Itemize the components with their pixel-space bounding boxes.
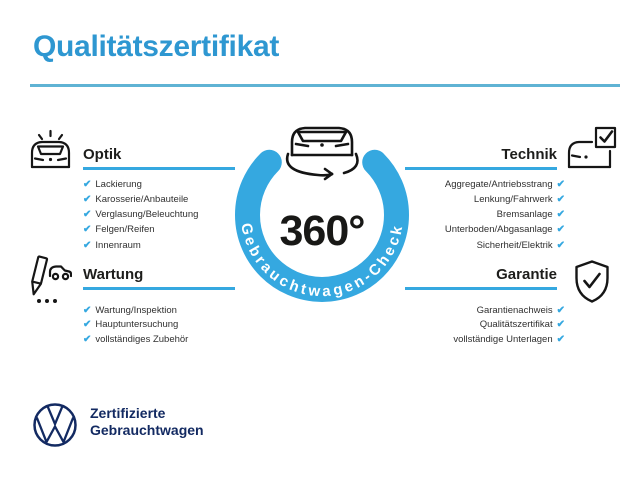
section-optik-underline [83, 167, 235, 170]
check-icon: ✔ [556, 319, 565, 331]
checklist-item [405, 238, 565, 253]
checklist-item-label: Unterboden/Abgasanlage [444, 224, 553, 236]
checklist-item [83, 318, 243, 333]
checklist-item [83, 192, 243, 207]
page-title: Qualitätszertifikat [33, 30, 280, 63]
section-technik-underline [405, 167, 557, 170]
car-checkbox-icon [566, 126, 618, 170]
checklist-item [83, 207, 243, 222]
check-icon: ✔ [83, 224, 92, 236]
footer-claim-line2: Gebrauchtwagen [90, 422, 204, 438]
checklist-item-label: Verglasung/Beleuchtung [95, 209, 199, 221]
checklist-item [405, 222, 565, 237]
badge-ring-text: Gebrauchtwagen-Check [237, 221, 407, 301]
checklist-item-label: Wartung/Inspektion [95, 304, 177, 316]
section-optik-items [83, 177, 243, 253]
check-icon: ✔ [556, 193, 565, 205]
section-wartung [83, 266, 243, 347]
section-garantie-items [405, 304, 565, 348]
check-icon: ✔ [556, 178, 565, 190]
vw-logo [32, 402, 78, 448]
checklist-item [83, 304, 243, 319]
checklist-item-label: Bremsanlage [496, 209, 553, 221]
checklist-item-label: Garantienachweis [476, 304, 553, 316]
checklist-item-label: Hauptuntersuchung [95, 319, 179, 331]
section-wartung-underline [83, 287, 235, 290]
section-wartung-items [83, 304, 243, 348]
header-divider [30, 84, 620, 87]
checklist-item-label: Innenraum [95, 239, 141, 251]
checklist-item-label: Karosserie/Anbauteile [95, 193, 189, 205]
footer-claim-line1: Zertifizierte [90, 405, 166, 421]
section-garantie-underline [405, 287, 557, 290]
section-technik-title: Technik [501, 146, 557, 163]
check-icon: ✔ [556, 333, 565, 345]
checklist-item [405, 177, 565, 192]
check-icon: ✔ [556, 224, 565, 236]
check-icon: ✔ [556, 239, 565, 251]
section-technik-items [405, 177, 565, 253]
checklist-item-label: vollständiges Zubehör [95, 333, 189, 345]
checklist-item [405, 207, 565, 222]
checklist-item-label: Qualitätszertifikat [479, 319, 553, 331]
badge-degree-text: 360° [279, 207, 365, 255]
checklist-item [83, 222, 243, 237]
inspection-pencil-icon [26, 255, 72, 305]
rotating-car-icon [287, 128, 357, 179]
section-technik [405, 146, 565, 253]
check-icon: ✔ [83, 239, 92, 251]
check-icon: ✔ [83, 178, 92, 190]
check-icon: ✔ [83, 333, 92, 345]
checklist-item [83, 333, 243, 348]
checklist-item [405, 192, 565, 207]
checklist-item-label: vollständige Unterlagen [453, 333, 553, 345]
check-icon: ✔ [83, 209, 92, 221]
checklist-item-label: Aggregate/Antriebsstrang [444, 178, 553, 190]
checklist-item [83, 238, 243, 253]
check-icon: ✔ [83, 304, 92, 316]
check-icon: ✔ [83, 193, 92, 205]
check-icon: ✔ [556, 304, 565, 316]
section-garantie [405, 266, 565, 347]
check-icon: ✔ [556, 209, 565, 221]
section-wartung-title: Wartung [83, 266, 144, 283]
checklist-item [405, 304, 565, 319]
section-optik [83, 146, 243, 253]
check-icon: ✔ [83, 319, 92, 331]
footer-claim [90, 405, 204, 439]
checklist-item-label: Lackierung [95, 178, 142, 190]
checklist-item-label: Sicherheit/Elektrik [476, 239, 553, 251]
car-shine-icon [27, 128, 74, 170]
checklist-item-label: Felgen/Reifen [95, 224, 155, 236]
section-garantie-title: Garantie [496, 266, 557, 283]
checklist-item-label: Lenkung/Fahrwerk [473, 193, 553, 205]
shield-check-icon [572, 259, 612, 304]
checklist-item [405, 333, 565, 348]
section-optik-title: Optik [83, 146, 122, 163]
badge-360-check [222, 112, 422, 326]
checklist-item [405, 318, 565, 333]
checklist-item [83, 177, 243, 192]
